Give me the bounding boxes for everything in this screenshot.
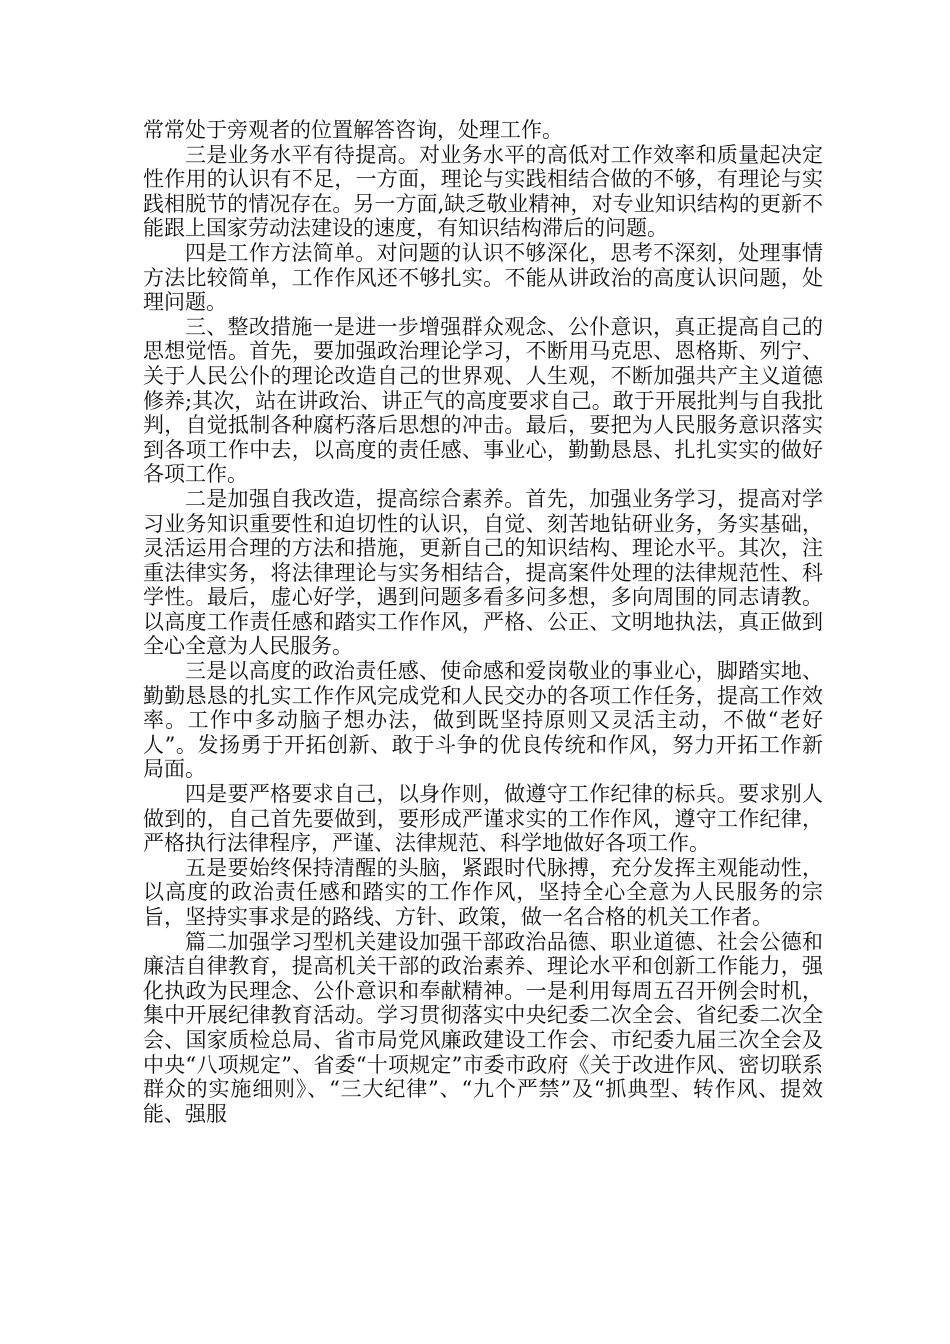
paragraph-6: 三是以高度的政治责任感、使命感和爱岗敬业的事业心，脚踏实地、勤勤恳恳的扎实工作作风完成党和人民交办的各项工作任务，提高工作效率。工作中多动脑子想办法，做到既坚持原则又灵活主动，不做“老好人”。发扬勇于开拓创新、敢于斗争的优良传统和作风，努力开拓工作新局面。 — [143, 659, 823, 782]
paragraph-1: 常常处于旁观者的位置解答咨询，处理工作。 — [143, 118, 563, 142]
document-body — [143, 118, 823, 1126]
paragraph-2: 三是业务水平有待提高。对业务水平的高低对工作效率和质量起决定性作用的认识有不足，一方面，理论与实践相结合做的不够，有理论与实践相脱节的情况存在。另一方面,缺乏敬业精神，对专业知识结构的更新不能跟上国家劳动法建设的速度，有知识结构滞后的问题。 — [143, 142, 823, 241]
paragraph-4: 三、整改措施一是进一步增强群众观念、公仆意识，真正提高自己的思想觉悟。首先，要加强政治理论学习，不断用马克思、恩格斯、列宁、关于人民公仆的理论改造自己的世界观、人生观，不断加强共产主义道德修养;其次，站在讲政治、讲正气的高度要求自己。敢于开展批判与自我批判，自觉抵制各种腐朽落后思想的冲击。最后，要把为人民服务意识落实到各项工作中去，以高度的责任感、事业心，勤勤恳恳、扎扎实实的做好各项工作。 — [143, 314, 823, 487]
paragraph-7: 四是要严格要求自己，以身作则，做遵守工作纪律的标兵。要求别人做到的，自己首先要做到，要形成严谨求实的工作作风，遵守工作纪律，严格执行法律程序，严谨、法律规范、科学地做好各项工作。 — [143, 782, 823, 856]
paragraph-3: 四是工作方法简单。对问题的认识不够深化，思考不深刻，处理事情方法比较简单，工作作风还不够扎实。不能从讲政治的高度认识问题，处理问题。 — [143, 240, 823, 315]
paragraph-9: 篇二加强学习型机关建设加强干部政治品德、职业道德、社会公德和廉洁自律教育，提高机关干部的政治素养、理论水平和创新工作能力，强化执政为民理念、公仆意识和奉献精神。一是利用每周五召开例会时机，集中开展纪律教育活动。学习贯彻落实中央纪委二次全会、省纪委二次全会、国家质检总局、省市局党风廉政建设工作会、市纪委九届三次全会及中央“八项规定”、省委“十项规定”市委市政府《关于改进作风、密切联系群众的实施细则》、“三大纪律”、“九个严禁”及“抓典型、转作风、提效能、强服 — [143, 929, 823, 1126]
paragraph-8: 五是要始终保持清醒的头脑，紧跟时代脉搏，充分发挥主观能动性，以高度的政治责任感和踏实的工作作风，坚持全心全意为人民服务的宗旨，坚持实事求是的路线、方针、政策，做一名合格的机关工作者。 — [143, 855, 823, 929]
paragraph-5: 二是加强自我改造，提高综合素养。首先，加强业务学习，提高对学习业务知识重要性和迫切性的认识，自觉、刻苦地钻研业务，务实基础，灵活运用合理的方法和措施，更新自己的知识结构、理论水平。其次，注重法律实务，将法律理论与实务相结合，提高案件处理的法律规范性、科学性。最后，虚心好学，遇到问题多看多问多想，多向周围的同志请教。以高度工作责任感和踏实工作作风，严格、公正、文明地执法，真正做到全心全意为人民服务。 — [143, 486, 823, 659]
